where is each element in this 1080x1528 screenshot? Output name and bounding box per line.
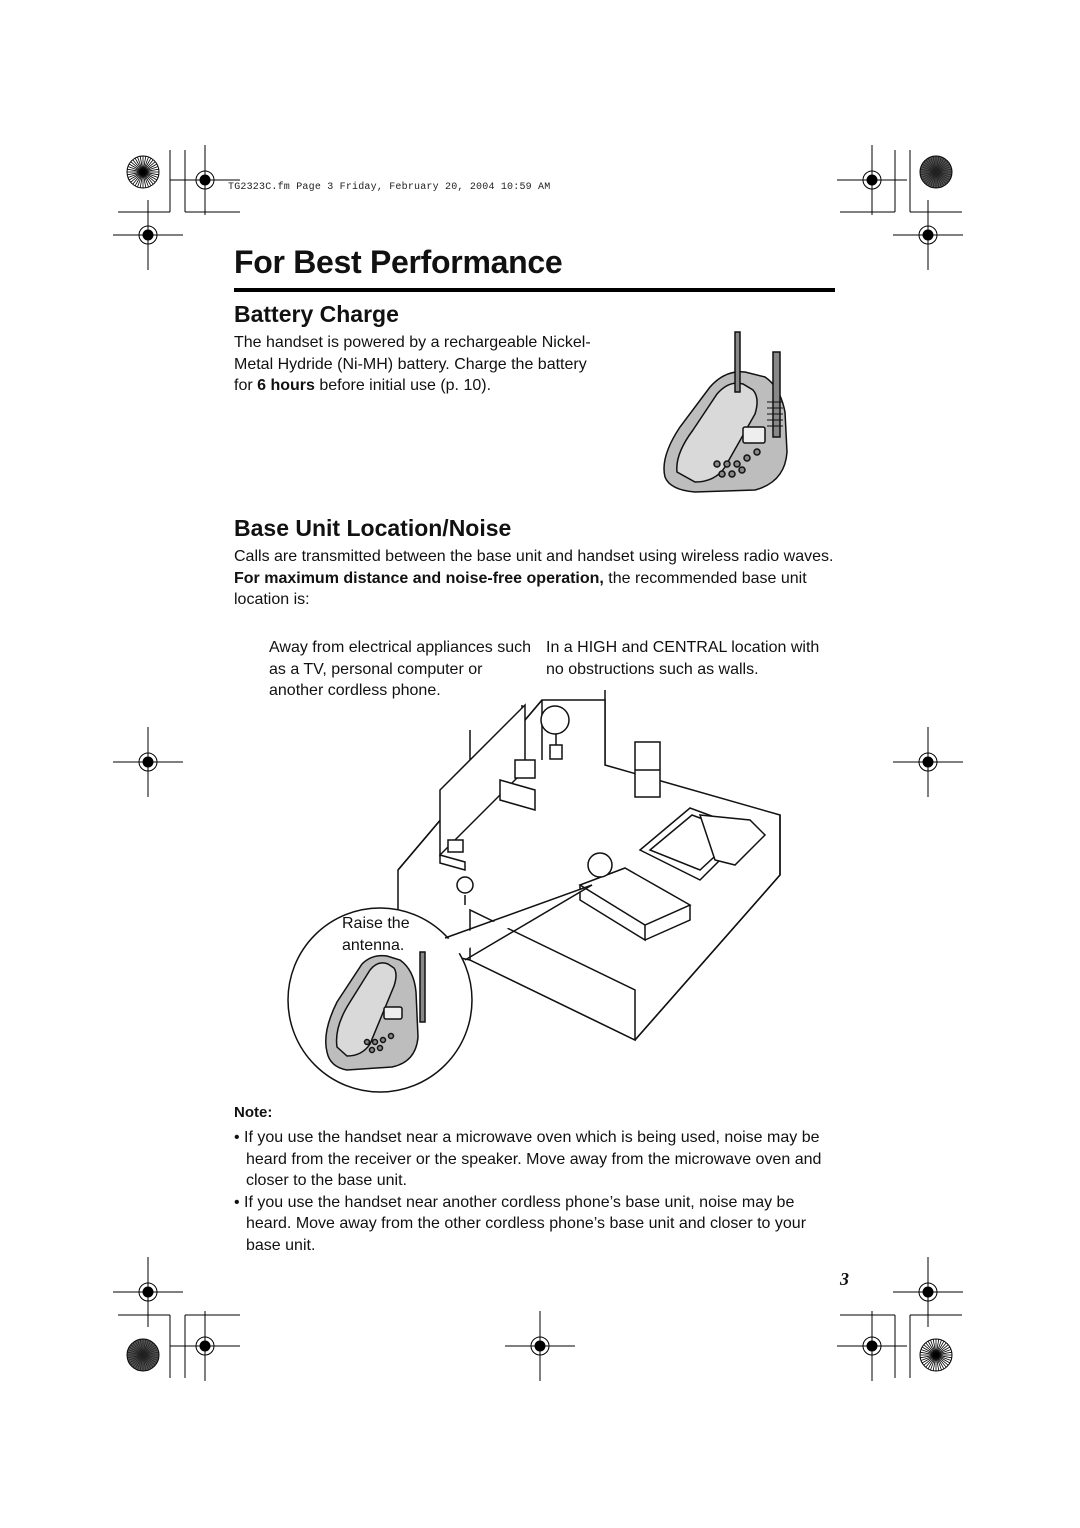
- room-illustration: [280, 690, 800, 1080]
- location-heading: Base Unit Location/Noise: [234, 515, 512, 541]
- starburst-mark: [920, 156, 952, 188]
- crosshair-target: [170, 1311, 240, 1381]
- phone-illustration: [655, 332, 805, 502]
- file-stamp: TG2323C.fm Page 3 Friday, February 20, 2004 10:59 AM: [228, 182, 551, 193]
- battery-text: The handset is powered by a rechargeable Nickel-Metal Hydride (Ni-MH) battery. Charge the battery for 6 hours before initial use (p. 10).: [234, 334, 591, 394]
- note-bullet-2: • If you use the handset near another cordless phone’s base unit, noise may be heard. Move away from the other cordless phone’s base unit and closer to your base unit.: [234, 1193, 807, 1254]
- callout-left-text: Away from electrical appliances such as a TV, personal computer or another cordless phone.: [269, 639, 532, 699]
- starburst-mark: [127, 156, 159, 188]
- callout-right-text: In a HIGH and CENTRAL location with no obstructions such as walls.: [546, 639, 820, 678]
- note-heading: Note:: [234, 1104, 273, 1121]
- crosshair-target: [505, 1311, 575, 1381]
- crosshair-target: [893, 727, 963, 797]
- page-number: 3: [840, 1269, 849, 1289]
- note-list: [234, 1127, 834, 1256]
- crosshair-target: [113, 1257, 183, 1327]
- crosshair-target: [113, 200, 183, 270]
- page-title: For Best Performance: [234, 244, 563, 280]
- title-rule: [234, 288, 835, 292]
- crosshair-target: [893, 1257, 963, 1327]
- crosshair-target: [113, 727, 183, 797]
- starburst-mark: [920, 1339, 952, 1371]
- raise-antenna-label: Raise the antenna.: [342, 915, 410, 954]
- crosshair-target: [893, 200, 963, 270]
- location-text: Calls are transmitted between the base unit and handset using wireless radio waves. For maximum distance and noise-free operation, the recommended base unit location is:: [234, 548, 834, 608]
- crosshair-target: [170, 145, 240, 215]
- crosshair-target: [837, 145, 907, 215]
- starburst-mark: [127, 1339, 159, 1371]
- crosshair-target: [837, 1311, 907, 1381]
- note-bullet-1: • If you use the handset near a microwave oven which is being used, noise may be heard from the receiver or the speaker. Move away from the microwave oven and closer to the base unit.: [234, 1129, 822, 1189]
- battery-heading: Battery Charge: [234, 301, 399, 327]
